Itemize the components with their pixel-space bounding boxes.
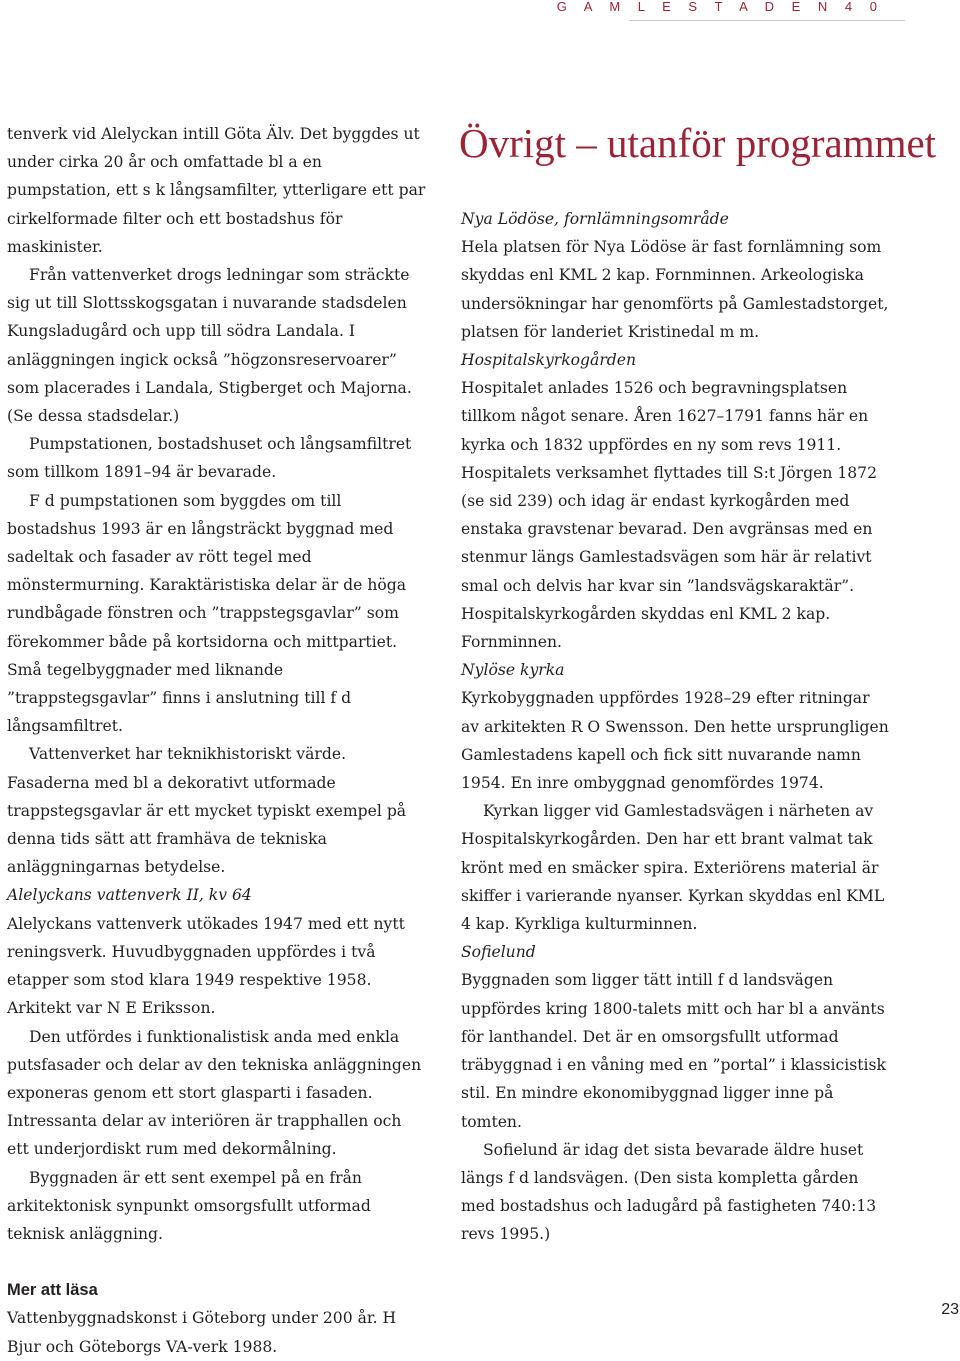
- paragraph: Pumpstationen, bostadshuset och långsamfiltret som tillkom 1891–94 är bevarade.: [7, 435, 412, 482]
- further-reading-heading: Mer att läsa: [7, 1281, 98, 1300]
- header-rule: [629, 20, 905, 21]
- paragraph: F d pumpstationen som byggdes om till bostadshus 1993 är en långsträckt byggnad med sadeltak och fasader av rött tegel med mönstermurning. Karaktäristiska delar är de höga rundbågade fönstren och ”trappstegsgavlar” som förekommer både på kortsidorna och mittpartiet. Små tegelbyggnader med liknande ”trappstegsgavlar” finns i anslutning till f d långsamfiltret.: [7, 491, 407, 736]
- paragraph: Hospitalet anlades 1526 och begravningsplatsen tillkom något senare. Åren 1627–1791 fanns här en kyrka och 1832 uppfördes en ny som revs 1911. Hospitalets verksamhet flyttades till S:t Jörgen 1872 (se sid 239) och idag är endast kyrkogården med enstaka gravstenar bevarad. Den avgränsas med en stenmur längs Gamlestadsvägen som här är relativt smal och delvis har kvar sin ”landsvägskaraktär”. Hospitalskyrkogården skyddas enl KML 2 kap. Fornminnen.: [461, 379, 878, 652]
- left-column: [7, 120, 427, 1361]
- paragraph: Sofielund är idag det sista bevarade äldre huset längs f d landsvägen. (Den sista kompletta gården med bostadshus och ladugård på fastigheten 740:13 revs 1995.): [461, 1140, 877, 1244]
- page-title: Övrigt – utanför programmet: [459, 120, 937, 166]
- paragraph: Från vattenverket drogs ledningar som sträckte sig ut till Slottsskogsgatan i nuvarande stadsdelen Kungsladugård och upp till södra Landala. I anläggningen ingick också ”högzonsreservoarer” som placerades i Landala, Stigberget och Majorna. (Se dessa stadsdelar.): [7, 266, 412, 426]
- section-heading: Sofielund: [461, 943, 536, 962]
- paragraph: Alelyckans vattenverk utökades 1947 med ett nytt reningsverk. Huvudbyggnaden uppfördes i två etapper som stod klara 1949 respektive 1958. Arkitekt var N E Eriksson.: [7, 914, 405, 1018]
- paragraph: Byggnaden är ett sent exempel på en från arkitektonisk synpunkt omsorgsfullt utformad teknisk anläggning.: [7, 1168, 371, 1243]
- paragraph: Kyrkobyggnaden uppfördes 1928–29 efter ritningar av arkitekten R O Swensson. Den hette ursprungligen Gamlestadens kapell och fick sitt nuvarande namn 1954. En inre ombyggnad genomfördes 1974.: [461, 689, 889, 793]
- section-heading: Hospitalskyrkogården: [461, 351, 637, 370]
- paragraph: tenverk vid Alelyckan intill Göta Älv. Det byggdes ut under cirka 20 år och omfattade bl a en pumpstation, ett s k långsamfilter, ytterligare ett par cirkelformade filter och ett bostadshus för maskinister.: [7, 125, 426, 256]
- page-number: 23: [941, 1301, 959, 1318]
- section-heading: Alelyckans vattenverk II, kv 64: [7, 886, 252, 905]
- paragraph: Kyrkan ligger vid Gamlestadsvägen i närheten av Hospitalskyrkogården. Den har ett brant valmat tak krönt med en smäcker spira. Exteriörens material är skiffer i varierande nyanser. Kyrkan skyddas enl KML 4 kap. Kyrkliga kulturminnen.: [461, 802, 885, 934]
- section-heading: Nylöse kyrka: [461, 661, 565, 680]
- paragraph: Hela platsen för Nya Lödöse är fast fornlämning som skyddas enl KML 2 kap. Fornminnen. Arkeologiska undersökningar har genomförts på Gamlestadstorget, platsen för landeriet Kristinedal m m.: [461, 238, 889, 341]
- paragraph: Vattenverket har teknikhistoriskt värde. Fasaderna med bl a dekorativt utformade trappstegsgavlar är ett mycket typiskt exempel på denna tids sätt att framhäva de tekniska anläggningarnas betydelse.: [7, 745, 407, 877]
- right-column: [461, 205, 891, 1249]
- running-header: G A M L E S T A D E N 4 0: [556, 0, 884, 14]
- paragraph: Byggnaden som ligger tätt intill f d landsvägen uppfördes kring 1800-talets mitt och har bl a använts för lanthandel. Det är en omsorgsfullt utformad träbyggnad i en våning med en ”portal” i klassicistisk stil. En mindre ekonomibyggnad ligger inne på tomten.: [461, 971, 886, 1131]
- paragraph: Den utfördes i funktionalistisk anda med enkla putsfasader och delar av den tekniska anläggningen exponeras genom ett stort glasparti i fasaden. Intressanta delar av interiören är trapphallen och ett underjordiskt rum med dekormålning.: [7, 1027, 422, 1159]
- paragraph: Vattenbyggnadskonst i Göteborg under 200 år. H Bjur och Göteborgs VA-verk 1988.: [7, 1309, 397, 1356]
- section-heading: Nya Lödöse, fornlämningsområde: [461, 210, 729, 228]
